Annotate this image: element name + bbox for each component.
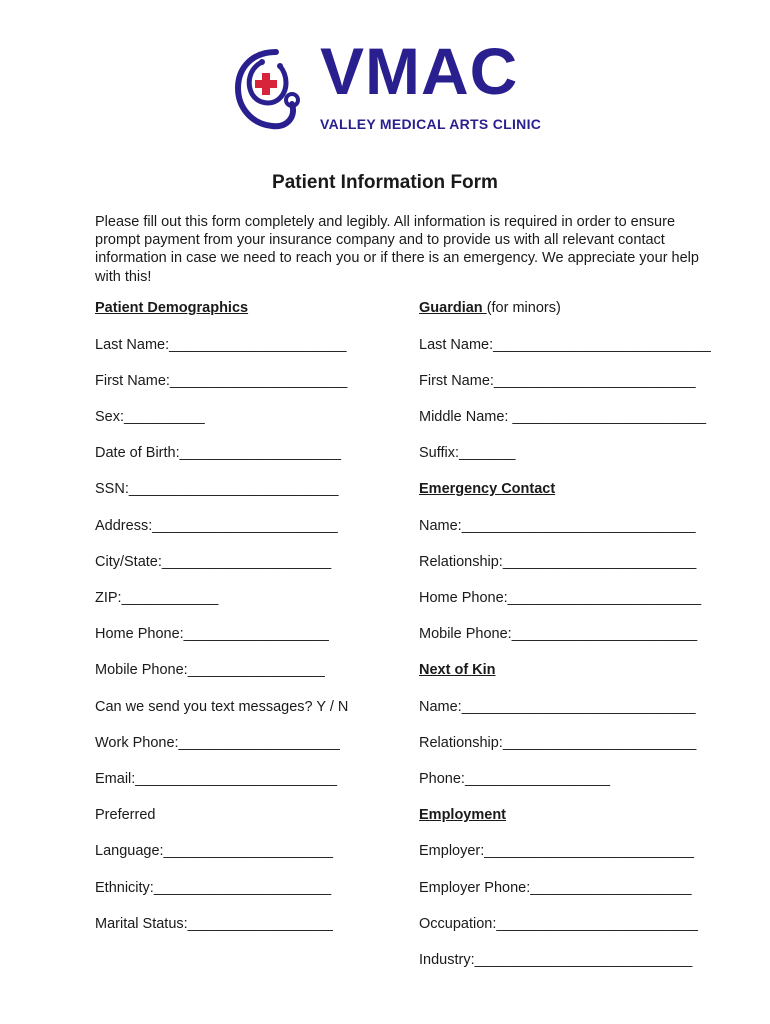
kin-phone-field[interactable]: Phone:__________________ [419,771,611,787]
patient-zip-field[interactable]: ZIP:____________ [95,590,219,606]
employer-phone-field[interactable]: Employer Phone:____________________ [419,880,692,896]
guardian-header-label: Guardian [419,300,487,316]
patient-marital-status-field[interactable]: Marital Status:__________________ [95,916,333,932]
preferred-label: Preferred [95,807,156,823]
emergency-contact-header: Emergency Contact [419,481,556,497]
employer-field[interactable]: Employer:__________________________ [419,843,694,859]
occupation-field[interactable]: Occupation:_________________________ [419,916,698,932]
guardian-header-note: (for minors) [486,300,561,316]
patient-first-name-field[interactable]: First Name:______________________ [95,373,348,389]
patient-sex-field[interactable]: Sex:__________ [95,409,205,425]
patient-email-field[interactable]: Email:_________________________ [95,771,337,787]
patient-home-phone-field[interactable]: Home Phone:__________________ [95,626,329,642]
guardian-middle-name-field[interactable]: Middle Name: ________________________ [419,409,707,425]
logo-wordmark: VMAC [320,34,519,108]
stethoscope-cross-icon [232,46,320,136]
patient-mobile-phone-field[interactable]: Mobile Phone:_________________ [95,662,325,678]
logo-subtitle: VALLEY MEDICAL ARTS CLINIC [320,116,542,132]
guardian-suffix-field[interactable]: Suffix:_______ [419,445,516,461]
patient-ssn-field[interactable]: SSN:__________________________ [95,481,339,497]
patient-demographics-header: Patient Demographics [95,300,249,316]
patient-language-field[interactable]: Language:_____________________ [95,843,333,859]
industry-field[interactable]: Industry:___________________________ [419,952,693,968]
next-of-kin-header: Next of Kin [419,662,496,678]
emergency-mobile-phone-field[interactable]: Mobile Phone:_______________________ [419,626,698,642]
guardian-first-name-field[interactable]: First Name:_________________________ [419,373,696,389]
patient-work-phone-field[interactable]: Work Phone:____________________ [95,735,340,751]
employment-header: Employment [419,807,507,823]
form-intro: Please fill out this form completely and legibly. All information is required in order to ensure prompt payment from your insurance company and to provide us with all relevant contact information in case we need to reach you or if there is an emergency. We appreciate your help with this! [95,214,699,285]
text-messages-consent-field[interactable]: Can we send you text messages? Y / N [95,699,349,715]
patient-dob-field[interactable]: Date of Birth:____________________ [95,445,341,461]
kin-name-field[interactable]: Name:_____________________________ [419,699,696,715]
patient-last-name-field[interactable]: Last Name:______________________ [95,337,347,353]
form-title: Patient Information Form [272,172,498,193]
emergency-home-phone-field[interactable]: Home Phone:________________________ [419,590,702,606]
patient-address-field[interactable]: Address:_______________________ [95,518,338,534]
guardian-last-name-field[interactable]: Last Name:___________________________ [419,337,711,353]
patient-ethnicity-field[interactable]: Ethnicity:______________________ [95,880,332,896]
emergency-name-field[interactable]: Name:_____________________________ [419,518,696,534]
emergency-relationship-field[interactable]: Relationship:________________________ [419,554,697,570]
kin-relationship-field[interactable]: Relationship:________________________ [419,735,697,751]
vmac-logo [232,34,542,138]
patient-city-state-field[interactable]: City/State:_____________________ [95,554,332,570]
guardian-header [419,298,561,318]
